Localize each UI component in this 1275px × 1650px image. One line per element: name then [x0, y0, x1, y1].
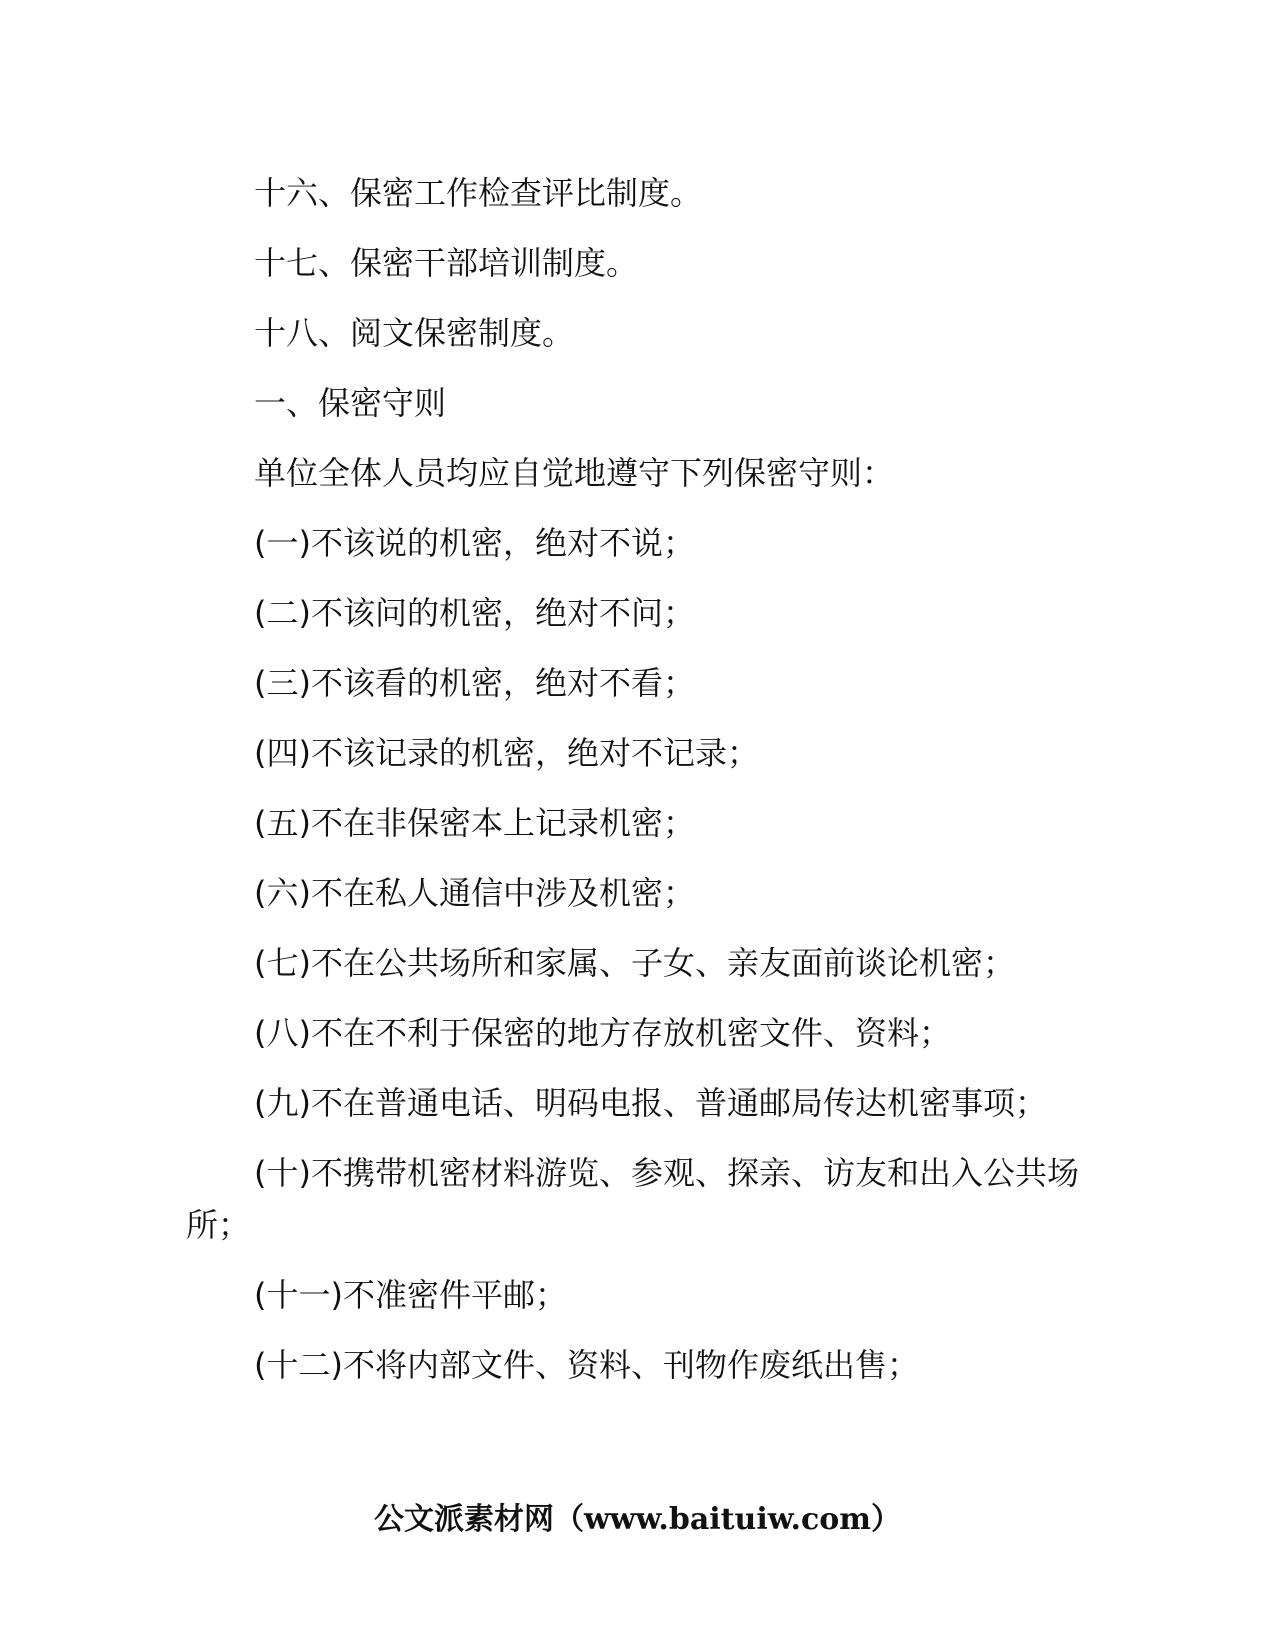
rule-item-7: (七)不在公共场所和家属、子女、亲友面前谈论机密； — [254, 944, 1015, 982]
rule-item-8: (八)不在不利于保密的地方存放机密文件、资料； — [254, 1014, 951, 1052]
rule-item-2: (二)不该问的机密，绝对不问； — [254, 594, 695, 632]
rule-item-9: (九)不在普通电话、明码电报、普通邮局传达机密事项； — [254, 1084, 1047, 1122]
document-body — [186, 158, 1086, 1400]
paragraph-17-training: 十七、保密干部培训制度。 — [254, 244, 639, 282]
paragraph-16-inspection: 十六、保密工作检查评比制度。 — [254, 174, 703, 212]
rule-item-12: (十二)不将内部文件、资料、刊物作废纸出售； — [254, 1346, 919, 1384]
rule-item-3: (三)不该看的机密，绝对不看； — [254, 664, 695, 702]
rule-item-10: (十)不携带机密材料游览、参观、探亲、访友和出入公共场所； — [186, 1154, 1079, 1244]
rule-item-11: (十一)不准密件平邮； — [254, 1276, 567, 1314]
rule-item-5: (五)不在非保密本上记录机密； — [254, 804, 695, 842]
rule-item-4: (四)不该记录的机密，绝对不记录； — [254, 734, 759, 772]
section-heading-rules: 一、保密守则 — [254, 384, 447, 422]
rule-item-6: (六)不在私人通信中涉及机密； — [254, 874, 695, 912]
paragraph-rules-intro: 单位全体人员均应自觉地遵守下列保密守则： — [254, 454, 895, 492]
paragraph-18-reading: 十八、阅文保密制度。 — [254, 314, 575, 352]
footer-watermark-text: 公文派素材网（www.baituiw.com） — [373, 1502, 902, 1537]
rule-item-1: (一)不该说的机密，绝对不说； — [254, 524, 695, 562]
